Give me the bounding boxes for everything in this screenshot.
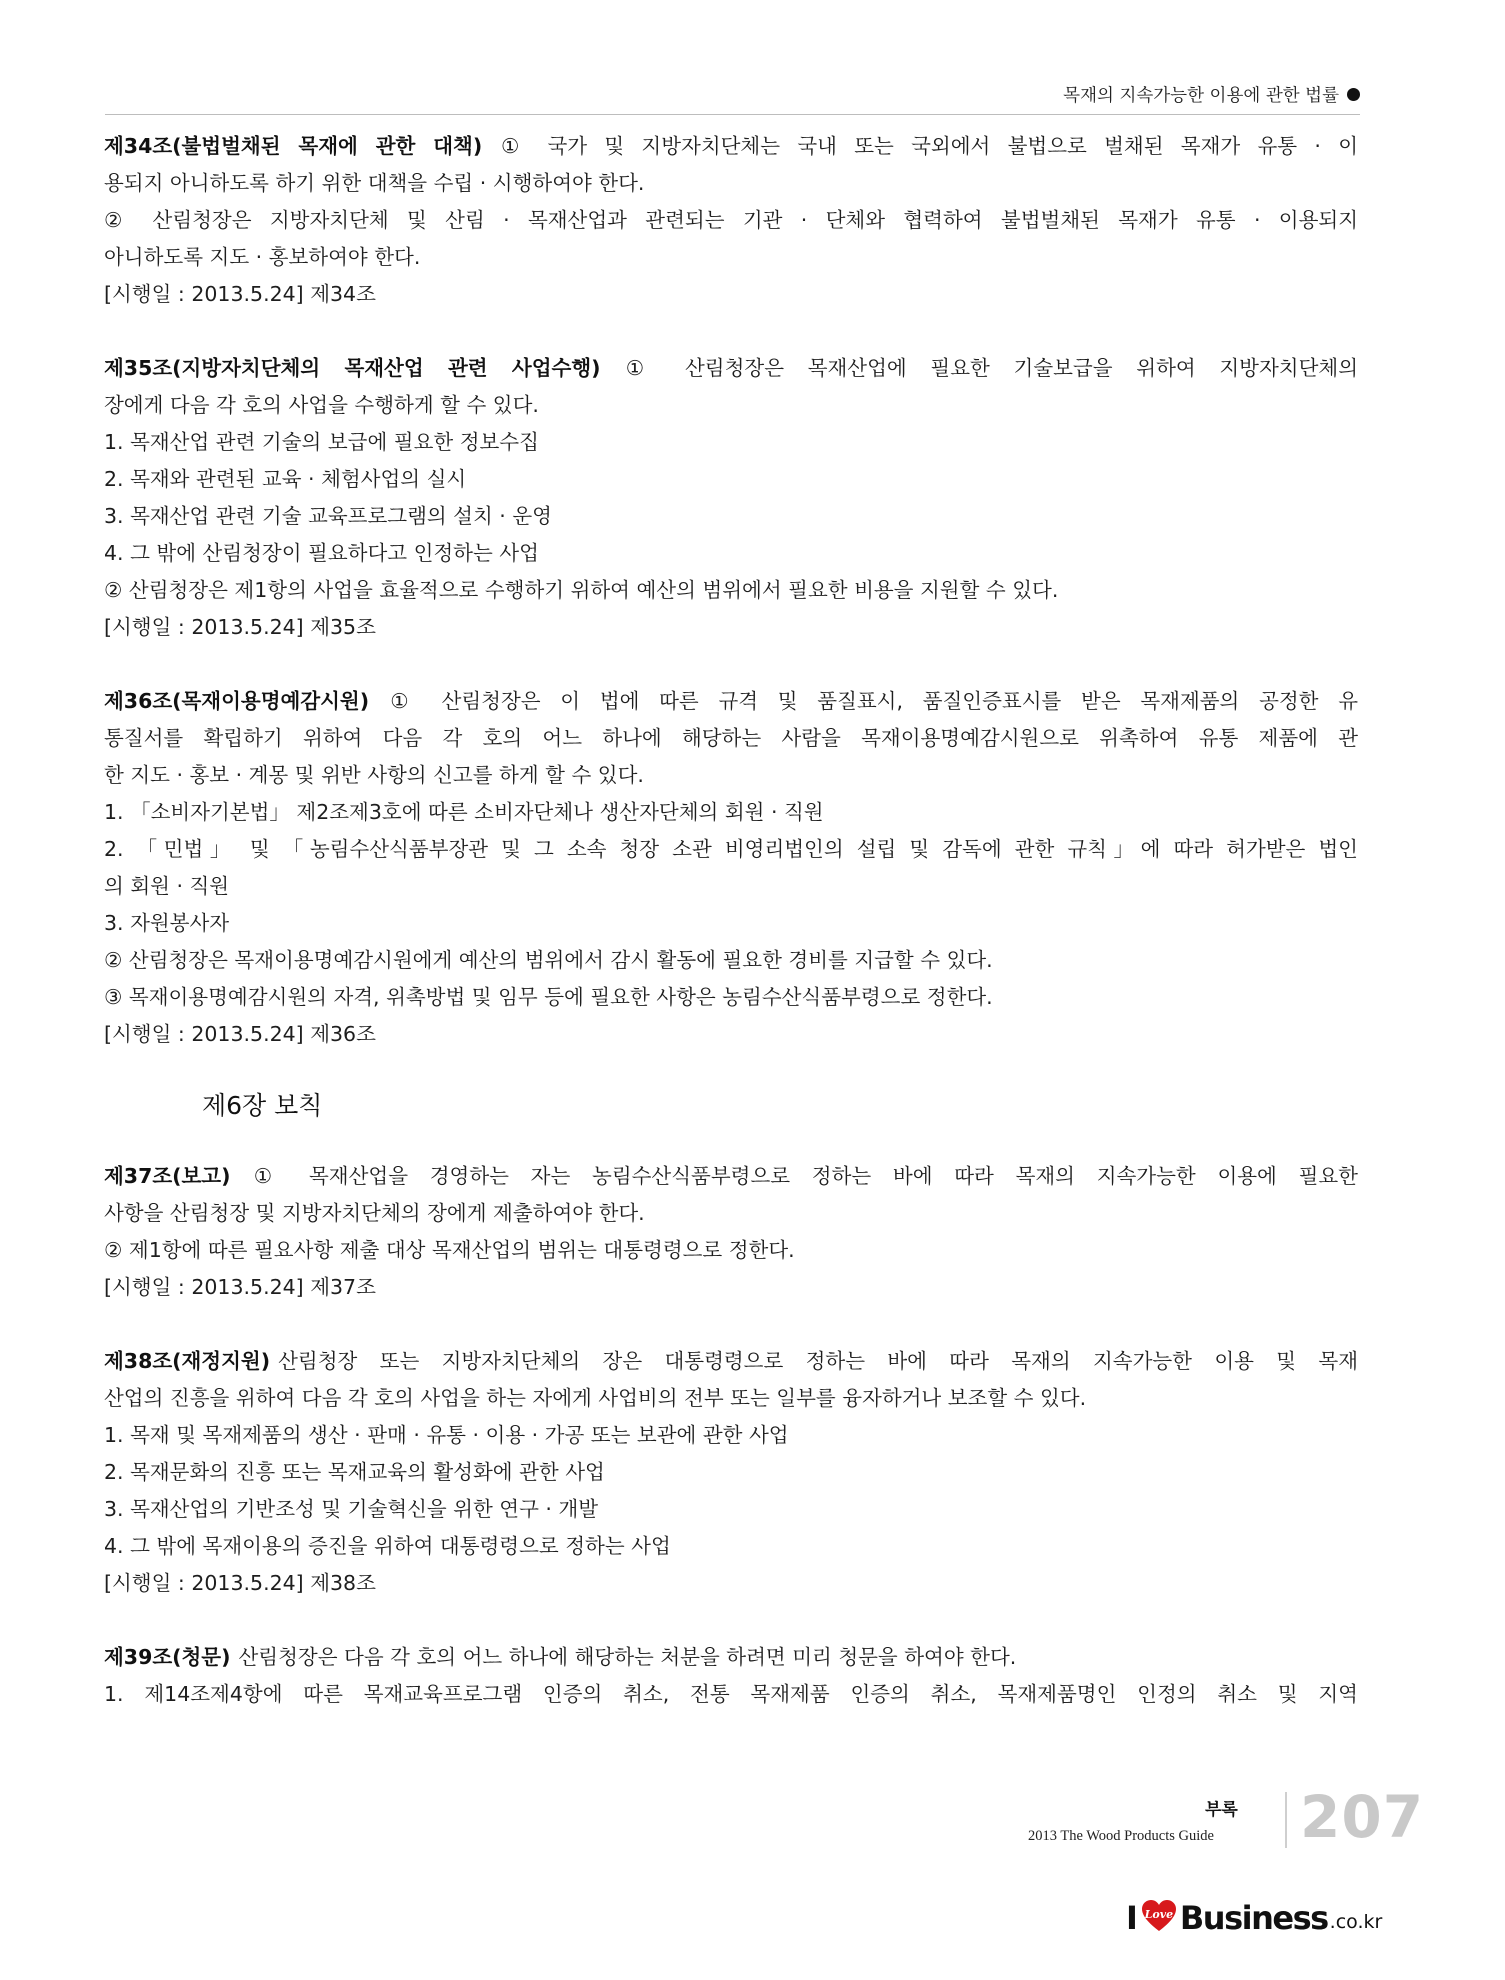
text-line: [104, 1565, 1358, 1602]
article-block: [104, 683, 1358, 1053]
text-line: [104, 905, 1358, 942]
line-text: [시행일 : 2013.5.24] 제36조: [104, 1022, 376, 1046]
line-text: 4. 그 밖에 목재이용의 증진을 위하여 대통령령으로 정하는 사업: [104, 1534, 671, 1558]
line-text: 3. 목재산업 관련 기술 교육프로그램의 설치 · 운영: [104, 504, 552, 528]
line-text: 아니하도록 지도 · 홍보하여야 한다.: [104, 245, 421, 269]
text-line: [104, 1639, 1358, 1676]
text-line: [104, 720, 1358, 757]
line-text: 1. 「소비자기본법」 제2조제3호에 따른 소비자단체나 생산자단체의 회원 · 직원: [104, 800, 824, 824]
text-line: [104, 868, 1358, 905]
header-title-text: 목재의 지속가능한 이용에 관한 법률: [1063, 86, 1339, 106]
text-line: [104, 609, 1358, 646]
text-line: [104, 387, 1358, 424]
line-text: 장에게 다음 각 호의 사업을 수행하게 할 수 있다.: [104, 393, 539, 417]
brand-domain: .co.kr: [1329, 1911, 1383, 1933]
text-line: [104, 535, 1358, 572]
text-line: [104, 794, 1358, 831]
text-line: [104, 1269, 1358, 1306]
text-line: [104, 1676, 1358, 1713]
line-text: 산림청장은 다음 각 호의 어느 하나에 해당하는 처분을 하려면 미리 청문을 하여야 한다.: [238, 1645, 1017, 1669]
article-block: [104, 1639, 1358, 1713]
bullet-dot-icon: [1347, 88, 1360, 101]
line-text: 2. 「민법」 및 「농림수산식품부장관 및 그 소속 청장 소관 비영리법인의 설립 및 감독에 관한 규칙」에 따라 허가받은 법인: [104, 837, 1358, 861]
running-header: [105, 80, 1360, 115]
text-line: [104, 350, 1358, 387]
line-text: 1. 제14조제4항에 따른 목재교육프로그램 인증의 취소, 전통 목재제품 인증의 취소, 목재제품명인 인정의 취소 및 지역: [104, 1682, 1358, 1706]
text-line: [104, 1343, 1358, 1380]
article-title: 제38조(재정지원): [104, 1349, 271, 1373]
line-text: 한 지도 · 홍보 · 계몽 및 위반 사항의 신고를 하게 할 수 있다.: [104, 763, 644, 787]
line-text: 산업의 진흥을 위하여 다음 각 호의 사업을 하는 자에게 사업비의 전부 또는 일부를 융자하거나 보조할 수 있다.: [104, 1386, 1087, 1410]
line-text: 사항을 산림청장 및 지방자치단체의 장에게 제출하여야 한다.: [104, 1201, 645, 1225]
text-line: [104, 239, 1358, 276]
text-line: [104, 1158, 1358, 1195]
text-line: [104, 1195, 1358, 1232]
text-line: [104, 1491, 1358, 1528]
chapter-heading: 제6장 보칙: [202, 1091, 323, 1120]
line-text: ① 산림청장은 이 법에 따른 규격 및 품질표시, 품질인증표시를 받은 목재제품의 공정한 유: [377, 689, 1358, 713]
line-text: 통질서를 확립하기 위하여 다음 각 호의 어느 하나에 해당하는 사람을 목재이용명예감시원으로 위촉하여 유통 제품에 관: [104, 726, 1358, 750]
text-line: [104, 1016, 1358, 1053]
line-text: 용되지 아니하도록 하기 위한 대책을 수립 · 시행하여야 한다.: [104, 171, 645, 195]
text-line: [104, 461, 1358, 498]
text-line: [104, 498, 1358, 535]
text-line: [104, 1454, 1358, 1491]
text-line: [104, 1528, 1358, 1565]
line-text: ② 제1항에 따른 필요사항 제출 대상 목재산업의 범위는 대통령령으로 정한다.: [104, 1238, 795, 1262]
text-line: [104, 128, 1358, 165]
line-text: ② 산림청장은 제1항의 사업을 효율적으로 수행하기 위하여 예산의 범위에서 필요한 비용을 지원할 수 있다.: [104, 578, 1059, 602]
section-label: 부록: [1205, 1800, 1238, 1820]
brand-logo: [1126, 1899, 1383, 1937]
article-title: 제35조(지방자치단체의 목재산업 관련 사업수행): [104, 356, 601, 380]
article-title: 제39조(청문): [104, 1645, 231, 1669]
line-text: ③ 목재이용명예감시원의 자격, 위촉방법 및 임무 등에 필요한 사항은 농림수산식품부령으로 정한다.: [104, 985, 993, 1009]
article-block: [104, 1158, 1358, 1306]
text-line: [104, 1380, 1358, 1417]
text-line: [104, 942, 1358, 979]
line-text: 1. 목재 및 목재제품의 생산 · 판매 · 유통 · 이용 · 가공 또는 보관에 관한 사업: [104, 1423, 789, 1447]
line-text: [시행일 : 2013.5.24] 제35조: [104, 615, 376, 639]
article-block: [104, 350, 1358, 646]
text-line: [104, 572, 1358, 609]
guide-title: 2013 The Wood Products Guide: [1028, 1828, 1214, 1844]
footer-divider: [1285, 1792, 1287, 1848]
text-line: [104, 1417, 1358, 1454]
brand-love-text: Love: [1144, 1908, 1174, 1921]
line-text: ① 산림청장은 목재산업에 필요한 기술보급을 위하여 지방자치단체의: [608, 356, 1358, 380]
brand-i: I: [1126, 1899, 1138, 1937]
article-block: [104, 128, 1358, 313]
line-text: 2. 목재와 관련된 교육 · 체험사업의 실시: [104, 467, 467, 491]
line-text: 산림청장 또는 지방자치단체의 장은 대통령령으로 정하는 바에 따라 목재의 지속가능한 이용 및 목재: [278, 1349, 1358, 1373]
article-title: 제37조(보고): [104, 1164, 231, 1188]
header-title: [1063, 82, 1360, 107]
article-block: [104, 1343, 1358, 1602]
heart-icon: [1141, 1899, 1177, 1933]
text-line: [104, 202, 1358, 239]
line-text: [시행일 : 2013.5.24] 제38조: [104, 1571, 376, 1595]
text-line: [104, 276, 1358, 313]
law-text-body: [104, 128, 1358, 1750]
page-number: 207: [1300, 1783, 1425, 1851]
line-text: ② 산림청장은 지방자치단체 및 산림 · 목재산업과 관련되는 기관 · 단체와 협력하여 불법벌채된 목재가 유통 · 이용되지: [104, 208, 1358, 232]
text-line: [104, 757, 1358, 794]
text-line: [104, 165, 1358, 202]
line-text: 2. 목재문화의 진흥 또는 목재교육의 활성화에 관한 사업: [104, 1460, 605, 1484]
text-line: [104, 1232, 1358, 1269]
line-text: 1. 목재산업 관련 기술의 보급에 필요한 정보수집: [104, 430, 539, 454]
line-text: 3. 자원봉사자: [104, 911, 230, 935]
line-text: ② 산림청장은 목재이용명예감시원에게 예산의 범위에서 감시 활동에 필요한 경비를 지급할 수 있다.: [104, 948, 993, 972]
line-text: [시행일 : 2013.5.24] 제34조: [104, 282, 376, 306]
line-text: [시행일 : 2013.5.24] 제37조: [104, 1275, 376, 1299]
line-text: 3. 목재산업의 기반조성 및 기술혁신을 위한 연구 · 개발: [104, 1497, 599, 1521]
text-line: [104, 979, 1358, 1016]
line-text: ① 목재산업을 경영하는 자는 농림수산식품부령으로 정하는 바에 따라 목재의 지속가능한 이용에 필요한: [238, 1164, 1358, 1188]
article-title: 제36조(목재이용명예감시원): [104, 689, 370, 713]
line-text: ① 국가 및 지방자치단체는 국내 또는 국외에서 불법으로 벌채된 목재가 유통 · 이: [490, 134, 1358, 158]
article-title: 제34조(불법벌채된 목재에 관한 대책): [104, 134, 483, 158]
line-text: 의 회원 · 직원: [104, 874, 230, 898]
line-text: 4. 그 밖에 산림청장이 필요하다고 인정하는 사업: [104, 541, 539, 565]
text-line: [104, 424, 1358, 461]
text-line: [104, 683, 1358, 720]
text-line: [104, 831, 1358, 868]
brand-name: Business: [1179, 1899, 1328, 1937]
